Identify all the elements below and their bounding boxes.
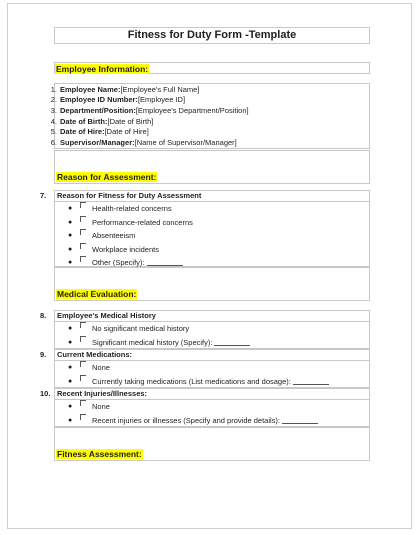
medications-option-taking[interactable]: ● Currently taking medications (List medications and dosage): bbox=[55, 375, 369, 389]
checkbox-icon[interactable] bbox=[80, 322, 87, 329]
reason-question-label: Reason for Fitness for Duty Assessment bbox=[57, 191, 202, 200]
checkbox-icon[interactable] bbox=[80, 256, 87, 263]
checkbox-icon[interactable] bbox=[80, 216, 87, 223]
department-label: Department/Position: bbox=[60, 105, 136, 115]
medical-history-option-significant[interactable]: ● Significant medical history (Specify): bbox=[55, 336, 369, 350]
hire-date-value[interactable]: [Date of Hire] bbox=[104, 127, 149, 137]
injuries-box bbox=[40, 388, 370, 427]
specify-blank[interactable] bbox=[214, 339, 250, 346]
fitness-heading-box bbox=[54, 427, 370, 461]
department-row: 3. Department/Position: [Employee's Department/Position] bbox=[50, 105, 249, 115]
form-title: Fitness for Duty Form -Template bbox=[54, 27, 370, 44]
reason-option-absenteeism[interactable]: ● Absenteeism bbox=[68, 231, 136, 241]
reason-option-incidents[interactable]: ● Workplace incidents bbox=[68, 244, 159, 254]
employee-info-heading-box bbox=[54, 62, 370, 74]
injuries-label: Recent Injuries/Illnesses: bbox=[57, 389, 148, 398]
reason-heading: Reason for Assessment: bbox=[57, 172, 157, 182]
document-page bbox=[7, 3, 412, 529]
dob-row: 4. Date of Birth: [Date of Birth] bbox=[50, 116, 154, 126]
medications-header: 9. Current Medications: bbox=[55, 350, 369, 361]
checkbox-icon[interactable] bbox=[80, 375, 87, 382]
specify-blank[interactable] bbox=[282, 417, 318, 424]
checkbox-icon[interactable] bbox=[80, 414, 87, 421]
injuries-option-recent[interactable]: ● Recent injuries or illnesses (Specify and provide details): bbox=[55, 414, 369, 428]
injuries-header: 10. Recent Injuries/Illnesses: bbox=[55, 389, 369, 400]
dob-value[interactable]: [Date of Birth] bbox=[107, 116, 154, 126]
supervisor-label: Supervisor/Manager: bbox=[60, 137, 135, 147]
checkbox-icon[interactable] bbox=[80, 202, 87, 209]
employee-id-label: Employee ID Number: bbox=[60, 95, 138, 105]
checkbox-icon[interactable] bbox=[80, 229, 87, 236]
employee-id-value[interactable]: [Employee ID] bbox=[137, 95, 186, 105]
checkbox-icon[interactable] bbox=[80, 336, 87, 343]
reason-question-box bbox=[40, 190, 370, 268]
specify-blank[interactable] bbox=[293, 378, 329, 385]
employee-id-row: 2. Employee ID Number: [Employee ID] bbox=[50, 95, 186, 105]
department-value[interactable]: [Employee's Department/Position] bbox=[135, 105, 249, 115]
employee-info-list bbox=[50, 83, 370, 149]
specify-blank[interactable] bbox=[147, 259, 183, 266]
medical-history-label: Employee's Medical History bbox=[57, 311, 156, 320]
reason-option-other[interactable]: ● Other (Specify): bbox=[55, 256, 369, 270]
medical-heading-box bbox=[54, 267, 370, 301]
medications-label: Current Medications: bbox=[57, 350, 133, 359]
medical-history-header: 8. Employee's Medical History bbox=[55, 311, 369, 322]
fitness-heading: Fitness Assessment: bbox=[57, 449, 142, 459]
hire-date-label: Date of Hire: bbox=[60, 127, 105, 137]
medications-option-none[interactable]: ● None bbox=[68, 363, 110, 373]
reason-question-header: 7. Reason for Fitness for Duty Assessment bbox=[55, 191, 369, 202]
supervisor-row: 6. Supervisor/Manager: [Name of Supervisor/Manager] bbox=[50, 137, 237, 147]
form-content bbox=[40, 27, 370, 461]
dob-label: Date of Birth: bbox=[60, 116, 108, 126]
medications-box bbox=[40, 349, 370, 388]
checkbox-icon[interactable] bbox=[80, 361, 87, 368]
supervisor-value[interactable]: [Name of Supervisor/Manager] bbox=[134, 137, 237, 147]
employee-name-label: Employee Name: bbox=[60, 84, 121, 94]
injuries-option-none[interactable]: ● None bbox=[68, 402, 110, 412]
hire-date-row: 5. Date of Hire: [Date of Hire] bbox=[50, 127, 149, 137]
medical-history-option-none[interactable]: ● No significant medical history bbox=[68, 324, 190, 334]
medical-heading: Medical Evaluation: bbox=[57, 289, 137, 299]
employee-name-value[interactable]: [Employee's Full Name] bbox=[120, 84, 200, 94]
reason-heading-box bbox=[54, 150, 370, 184]
medical-history-box bbox=[40, 310, 370, 349]
reason-option-health[interactable]: ● Health-related concerns bbox=[68, 204, 172, 214]
employee-name-row: 1. Employee Name: [Employee's Full Name] bbox=[50, 84, 200, 94]
employee-info-heading: Employee Information: bbox=[56, 64, 149, 74]
checkbox-icon[interactable] bbox=[80, 400, 87, 407]
checkbox-icon[interactable] bbox=[80, 243, 87, 250]
reason-option-performance[interactable]: ● Performance-related concerns bbox=[68, 217, 193, 227]
